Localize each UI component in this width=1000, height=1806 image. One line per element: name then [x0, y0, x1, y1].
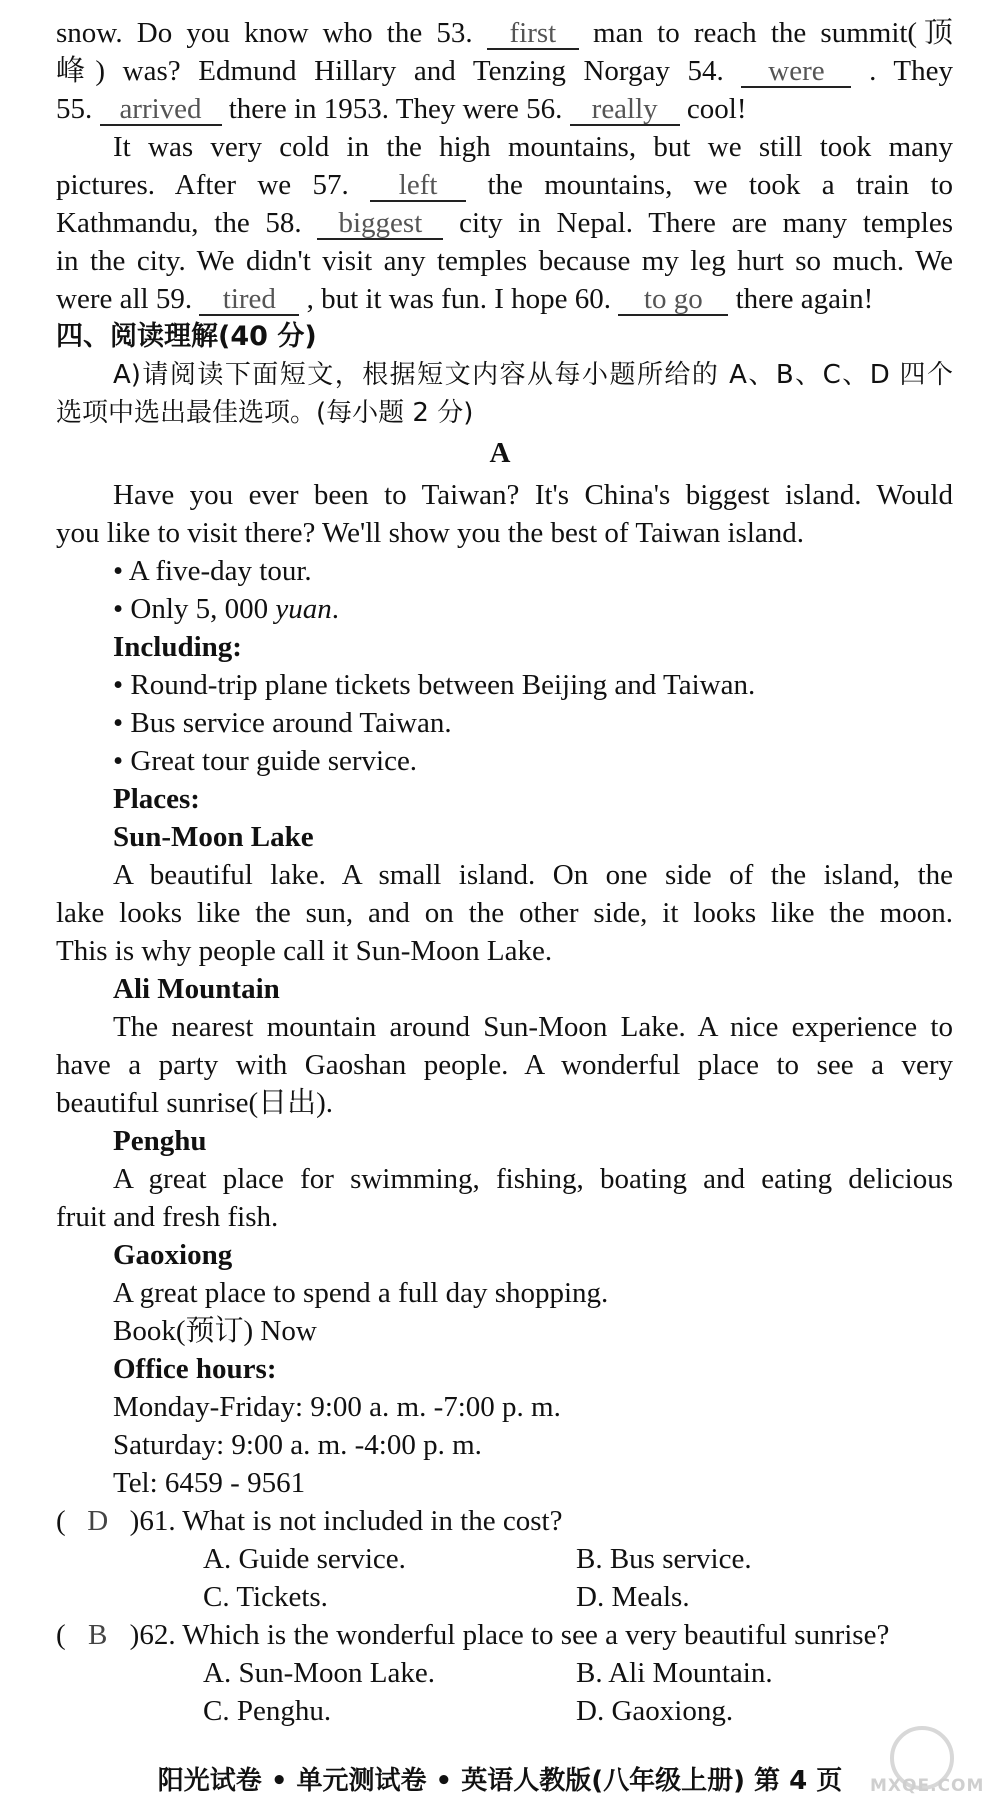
place-name-ali-mountain: Ali Mountain [113, 973, 280, 1005]
page-footer: 阳光试卷 • 单元测试卷 • 英语人教版(八年级上册) 第 4 页 [157, 1766, 843, 1796]
option-c: C. Penghu. [203, 1695, 332, 1727]
cloze-line-5 [56, 166, 953, 204]
cloze-line-8 [56, 280, 953, 318]
text: , but it was fun. I hope 60. [306, 283, 612, 315]
text: 55. [56, 93, 93, 125]
paren: ( [56, 1505, 66, 1537]
office-hours-label: Office hours: [113, 1353, 277, 1385]
text: there in 1953. They were 56. [228, 93, 563, 125]
office-hours-saturday: Saturday: 9:00 a. m. -4:00 p. m. [113, 1429, 482, 1461]
place-name-gaoxiong: Gaoxiong [113, 1239, 233, 1271]
bullet-tour: • A five-day tour. [113, 555, 312, 587]
text: cool! [686, 93, 747, 125]
cloze-line-6 [56, 204, 953, 242]
intro-line-1: Have you ever been to Taiwan? It's China's biggest island. Would [113, 479, 953, 511]
answer-blank-56: really [570, 94, 680, 126]
cloze-line-4: It was very cold in the high mountains, but we still took many [113, 131, 953, 163]
place-desc-line: A great place to spend a full day shopping. [113, 1277, 609, 1309]
section-heading: 四、阅读理解(40 分) [56, 321, 317, 352]
intro-line-2: you like to visit there? We'll show you the best of Taiwan island. [56, 517, 805, 549]
watermark-logo [870, 1726, 985, 1796]
option-b: B. Bus service. [576, 1543, 752, 1575]
text: there again! [735, 283, 874, 315]
telephone: Tel: 6459 - 9561 [113, 1467, 306, 1499]
option-d: D. Gaoxiong. [576, 1695, 734, 1727]
bullet-price [113, 590, 953, 628]
question-61 [56, 1502, 562, 1540]
option-a: A. Sun-Moon Lake. [203, 1657, 435, 1689]
text: Kathmandu, the 58. [56, 207, 302, 239]
option-a: A. Guide service. [203, 1543, 406, 1575]
answer-blank-59: tired [199, 284, 299, 316]
including-item-bus: • Bus service around Taiwan. [113, 707, 452, 739]
watermark-text: MXQE.COM [870, 1776, 985, 1796]
place-desc-line: This is why people call it Sun-Moon Lake. [56, 935, 553, 967]
answer-blank-58: biggest [317, 208, 443, 240]
text: snow. Do you know who the 53. [56, 17, 473, 49]
answer-blank-53: first [487, 18, 579, 50]
place-desc-line: have a party with Gaoshan people. A wonderful place to see a very [56, 1049, 953, 1081]
including-label: Including: [113, 631, 242, 663]
option-d: D. Meals. [576, 1581, 690, 1613]
option-c: C. Tickets. [203, 1581, 328, 1613]
answer-blank-57: left [370, 170, 466, 202]
option-b: B. Ali Mountain. [576, 1657, 773, 1689]
text: city in Nepal. There are many temples [459, 207, 954, 239]
question-text: )61. What is not included in the cost? [129, 1505, 563, 1537]
cloze-line-2 [56, 52, 953, 90]
currency: yuan [275, 593, 332, 625]
cloze-line-3 [56, 90, 953, 128]
question-text: )62. Which is the wonderful place to see a very beautiful sunrise? [129, 1619, 890, 1651]
text: . [331, 593, 340, 625]
question-answer: B [88, 1619, 108, 1651]
including-item-guide: • Great tour guide service. [113, 745, 418, 777]
cloze-line-1 [56, 14, 953, 52]
book-now: Book(预订) Now [113, 1315, 317, 1347]
text: . They [869, 55, 953, 87]
office-hours-weekday: Monday-Friday: 9:00 a. m. -7:00 p. m. [113, 1391, 561, 1423]
places-label: Places: [113, 783, 200, 815]
place-desc-line: fruit and fresh fish. [56, 1201, 279, 1233]
answer-blank-55: arrived [100, 94, 222, 126]
place-name-sun-moon-lake: Sun-Moon Lake [113, 821, 314, 853]
text: • Only 5, 000 [113, 593, 276, 625]
cloze-line-7: in the city. We didn't visit any temples because my leg hurt so much. We [56, 245, 953, 277]
place-name-penghu: Penghu [113, 1125, 207, 1157]
place-desc-line: beautiful sunrise(日出). [56, 1087, 334, 1119]
text: pictures. After we 57. [56, 169, 349, 201]
place-desc-line: A beautiful lake. A small island. On one side of the island, the [113, 859, 953, 891]
paren: ( [56, 1619, 66, 1651]
place-desc-line: lake looks like the sun, and on the other side, it looks like the moon. [56, 897, 953, 929]
question-62 [56, 1616, 889, 1654]
text: 峰) was? Edmund Hillary and Tenzing Norgay 54. [56, 55, 724, 87]
place-desc-line: The nearest mountain around Sun-Moon Lake. A nice experience to [113, 1011, 953, 1043]
passage-title: A [489, 437, 511, 469]
answer-blank-60: to go [618, 284, 728, 316]
instruction-line-2: 选项中选出最佳选项。(每小题 2 分) [56, 398, 474, 428]
including-item-tickets: • Round-trip plane tickets between Beijing and Taiwan. [113, 669, 756, 701]
text: man to reach the summit(顶 [593, 17, 954, 49]
text: were all 59. [56, 283, 193, 315]
question-answer: D [87, 1505, 109, 1537]
instruction-line-1: A)请阅读下面短文，根据短文内容从每小题所给的 A、B、C、D 四个 [113, 360, 953, 390]
answer-blank-54: were [741, 56, 851, 88]
text: the mountains, we took a train to [487, 169, 954, 201]
place-desc-line: A great place for swimming, fishing, boating and eating delicious [113, 1163, 953, 1195]
